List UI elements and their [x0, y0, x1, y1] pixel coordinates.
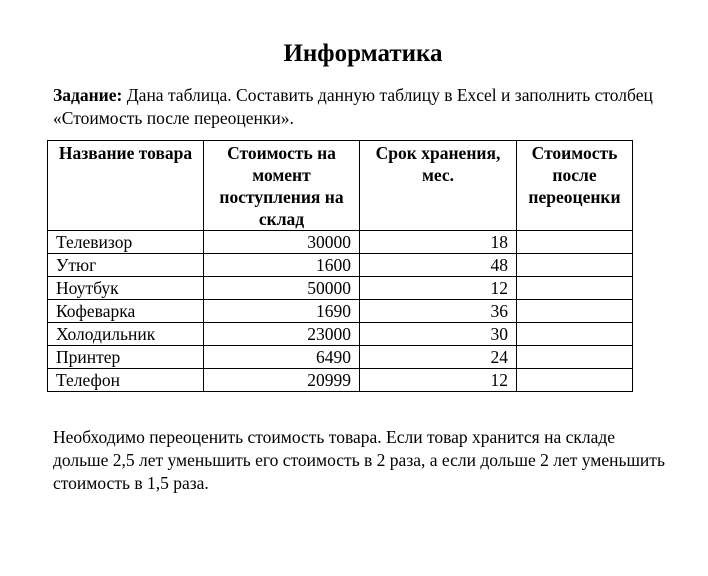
cell-product-name: Холодильник: [48, 323, 204, 346]
table-row: [48, 254, 633, 277]
cell-arrival-cost: 30000: [204, 231, 360, 254]
cell-arrival-cost: 1690: [204, 300, 360, 323]
cell-revalued-cost: [517, 369, 633, 392]
cell-revalued-cost: [517, 231, 633, 254]
cell-arrival-cost: 50000: [204, 277, 360, 300]
cell-storage-term: 18: [360, 231, 517, 254]
cell-arrival-cost: 6490: [204, 346, 360, 369]
cell-revalued-cost: [517, 277, 633, 300]
cell-arrival-cost: 1600: [204, 254, 360, 277]
cell-storage-term: 12: [360, 277, 517, 300]
table-header-row: [48, 141, 633, 231]
cell-revalued-cost: [517, 323, 633, 346]
task-text: Дана таблица. Составить данную таблицу в Excel и заполнить столбец «Стоимость после переоценки».: [53, 85, 653, 128]
cell-revalued-cost: [517, 346, 633, 369]
instructions-paragraph: Необходимо переоценить стоимость товара. Если товар хранится на складе дольше 2,5 лет уменьшить его стоимость в 2 раза, а если дольше 2 лет уменьшить стоимость в 1,5 раза.: [53, 427, 665, 493]
cell-product-name: Телевизор: [48, 231, 204, 254]
table-row: [48, 369, 633, 392]
cell-arrival-cost: 20999: [204, 369, 360, 392]
header-product-name: Название товара: [48, 141, 204, 231]
cell-arrival-cost: 23000: [204, 323, 360, 346]
cell-product-name: Принтер: [48, 346, 204, 369]
header-revalued-cost: Стоимость после переоценки: [517, 141, 633, 231]
cell-revalued-cost: [517, 254, 633, 277]
page-title: Информатика: [283, 40, 443, 67]
table-row: [48, 346, 633, 369]
cell-storage-term: 12: [360, 369, 517, 392]
table-row: [48, 277, 633, 300]
cell-storage-term: 48: [360, 254, 517, 277]
header-arrival-cost: Стоимость на момент поступления на склад: [204, 141, 360, 231]
task-paragraph: [53, 84, 653, 130]
cell-product-name: Кофеварка: [48, 300, 204, 323]
cell-storage-term: 24: [360, 346, 517, 369]
cell-product-name: Утюг: [48, 254, 204, 277]
table-row: [48, 231, 633, 254]
table-row: [48, 300, 633, 323]
header-storage-term: Срок хранения, мес.: [360, 141, 517, 231]
task-label: Задание:: [53, 85, 123, 105]
cell-storage-term: 36: [360, 300, 517, 323]
cell-product-name: Ноутбук: [48, 277, 204, 300]
table-row: [48, 323, 633, 346]
cell-revalued-cost: [517, 300, 633, 323]
cell-product-name: Телефон: [48, 369, 204, 392]
goods-table: [47, 140, 633, 392]
cell-storage-term: 30: [360, 323, 517, 346]
